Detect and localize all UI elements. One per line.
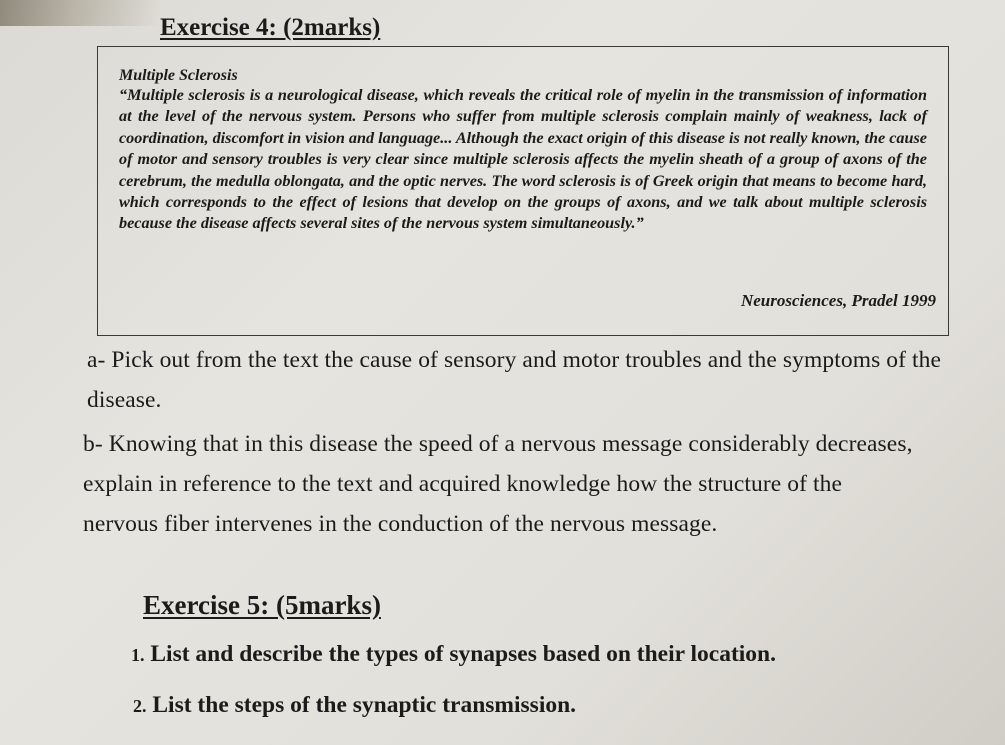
quote-heading: Multiple Sclerosis (119, 67, 238, 84)
question-b: b- Knowing that in this disease the speed of a nervous message considerably decreases, explain in reference to the text and acquired knowledge how the structure of the nervous fiber intervenes in the conduction of the nervous message. (83, 431, 913, 537)
item-2-number: 2. (133, 696, 147, 716)
exercise-5-title: Exercise 5: (5marks) (143, 590, 381, 620)
quote-text: “Multiple sclerosis is a neurological disease, which reveals the critical role of myelin in the transmission of information at the level of the nervous system. Persons who suffer from multiple sclerosis complain mainly of weakness, lack of coordination, discomfort in vision and language... Although the exact origin of this disease is not really known, the cause of motor and sensory troubles is very clear since multiple sclerosis affects the myelin sheath of a group of axons of the cerebrum, the medulla oblongata, and the optic nerves. The word sclerosis is of Greek origin that means to become hard, which corresponds to the effect of lesions that develop on the groups of axons, and we talk about multiple sclerosis because the disease affects several sites of the nervous system simultaneously.” (119, 86, 927, 233)
exercise-4-title: Exercise 4: (2marks) (160, 14, 381, 41)
quote-source: Neurosciences, Pradel 1999 (740, 291, 936, 310)
exercise-5-item-1 (131, 641, 776, 668)
item-1-number: 1. (131, 645, 145, 665)
quote-box (97, 46, 949, 336)
exercise-5-item-2 (133, 692, 576, 719)
question-a: a- Pick out from the text the cause of sensory and motor troubles and the symptoms of the disease. (87, 347, 942, 413)
item-2-text: List the steps of the synaptic transmission. (152, 692, 577, 718)
item-1-text: List and describe the types of synapses based on their location. (150, 641, 777, 667)
corner-shadow (0, 0, 160, 26)
